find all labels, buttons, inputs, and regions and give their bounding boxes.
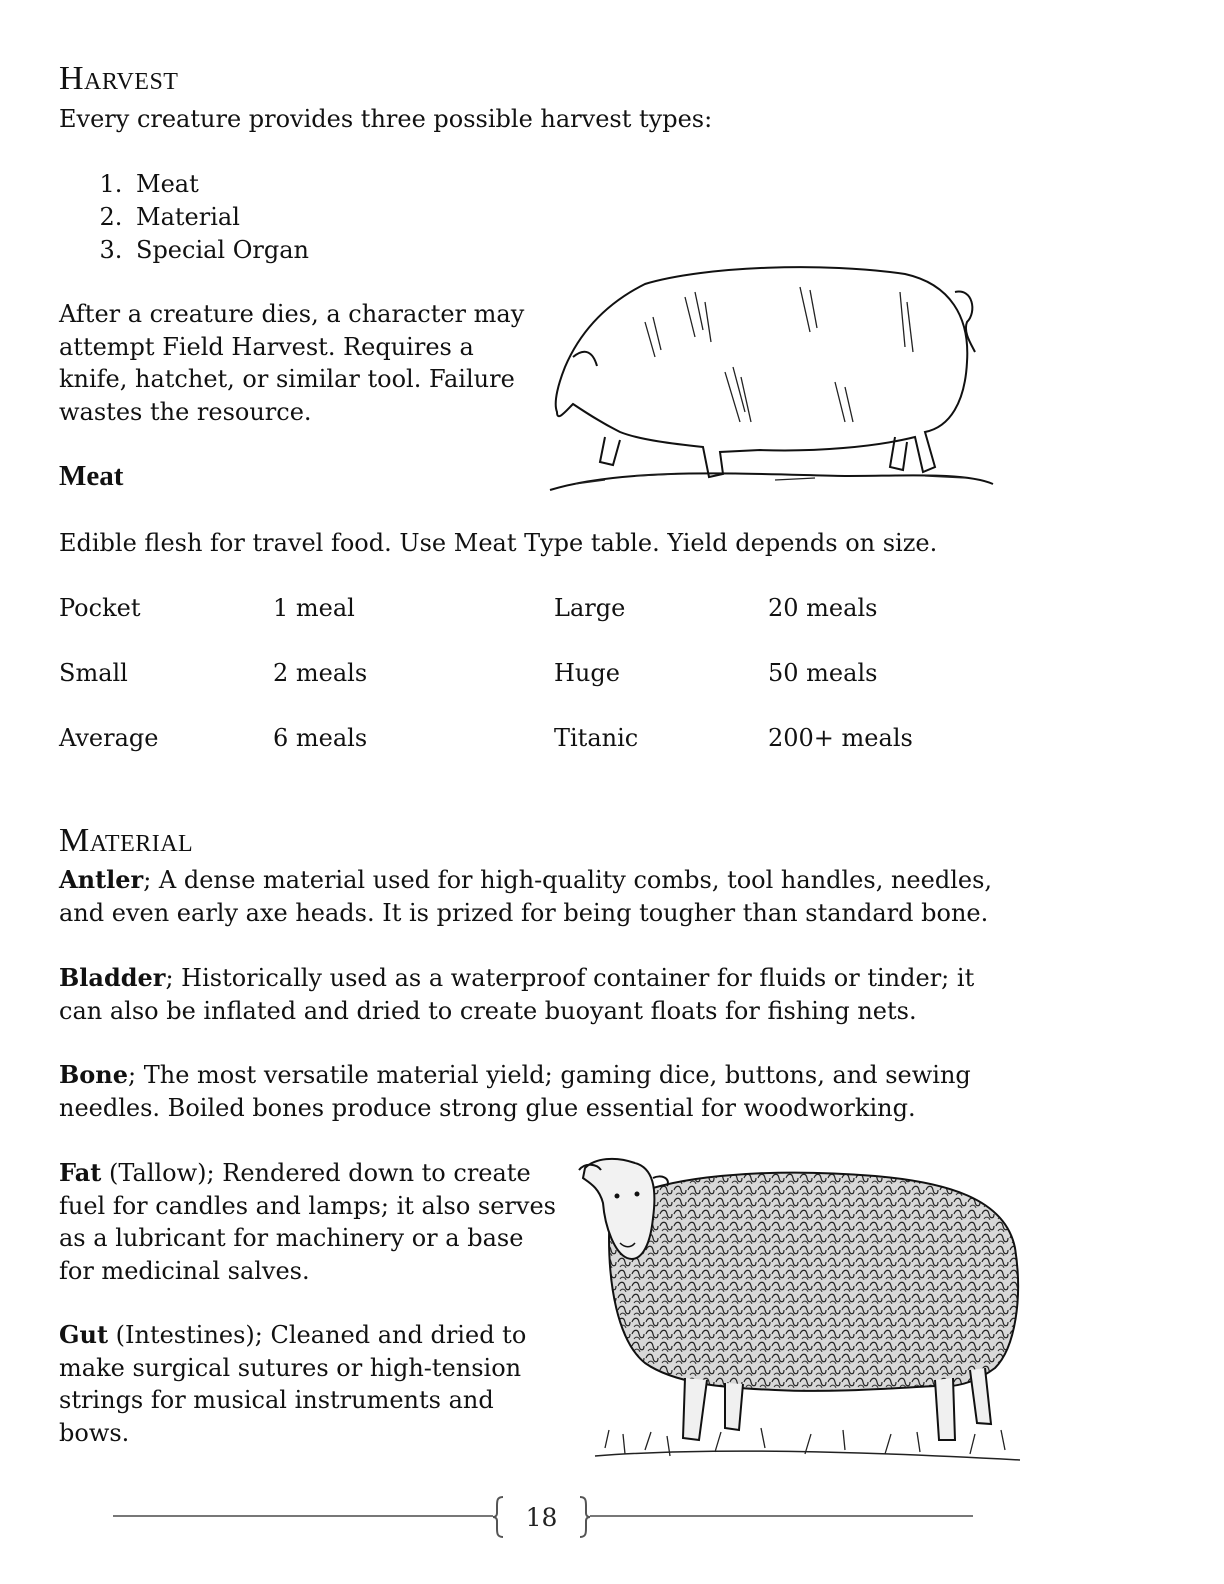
- list-item: 1. Meat: [130, 168, 309, 201]
- entry-name: Antler: [59, 865, 144, 894]
- entry-name: Bladder: [59, 963, 166, 992]
- harvest-heading: Harvest: [59, 60, 179, 97]
- size-cell: Pocket: [59, 594, 141, 622]
- entry-name: Gut: [59, 1320, 109, 1349]
- entry-text: ; The most versatile material yield; gaming dice, buttons, and sewing needles. Boiled bones produce strong glue essential for woodworking.: [59, 1061, 971, 1122]
- sheep-illustration: [575, 1148, 1025, 1470]
- meat-description: Edible flesh for travel food. Use Meat Type table. Yield depends on size.: [59, 529, 938, 557]
- left-brace-icon: [493, 1496, 505, 1538]
- size-cell: Small: [59, 659, 128, 687]
- size-cell: Average: [59, 724, 159, 752]
- entry-text: ; Rendered down to create fuel for candles and lamps; it also serves as a lubricant for machinery or a base for medicinal salves.: [59, 1159, 556, 1285]
- size-cell: Titanic: [554, 724, 639, 752]
- table-row: [59, 592, 948, 657]
- meat-yield-table: [59, 592, 948, 787]
- footer-rule-left: [113, 1515, 493, 1517]
- right-brace-icon: [578, 1496, 590, 1538]
- material-entry-antler: [59, 864, 1019, 929]
- material-entry-gut: [59, 1319, 565, 1449]
- entry-text: ; Cleaned and dried to make surgical sutures or high-tension strings for musical instruments and bows.: [59, 1321, 527, 1447]
- entry-text: ; Historically used as a waterproof container for fluids or tinder; it can also be inflated and dried to create buoyant floats for fishing nets.: [59, 964, 975, 1025]
- meals-cell: 20 meals: [768, 594, 878, 622]
- page-number-frame: [493, 1496, 590, 1538]
- size-cell: Huge: [554, 659, 620, 687]
- meals-cell: 200+ meals: [768, 724, 913, 752]
- entry-name: Bone: [59, 1060, 129, 1089]
- meals-cell: 6 meals: [273, 724, 368, 752]
- meals-cell: 2 meals: [273, 659, 368, 687]
- meat-heading: Meat: [59, 460, 124, 492]
- footer-rule-right: [590, 1515, 973, 1517]
- material-heading: Material: [59, 822, 194, 859]
- entry-name: Fat: [59, 1158, 102, 1187]
- field-harvest-text: After a creature dies, a character may attempt Field Harvest. Requires a knife, hatchet, or similar tool. Failure wastes the resource.: [59, 300, 525, 426]
- table-row: [59, 722, 948, 787]
- harvest-intro: Every creature provides three possible harvest types:: [59, 105, 713, 133]
- pig-illustration: [545, 262, 995, 502]
- entry-qualifier: (Intestines): [108, 1321, 255, 1349]
- meals-cell: 50 meals: [768, 659, 878, 687]
- page-number: 18: [525, 1502, 558, 1532]
- material-entry-bladder: [59, 962, 1019, 1027]
- list-item: 3. Special Organ: [130, 234, 309, 267]
- harvest-types-list: [59, 168, 309, 267]
- entry-text: ; A dense material used for high-quality combs, tool handles, needles, and even early axe heads. It is prized for being tougher than standard bone.: [59, 866, 993, 927]
- entry-qualifier: (Tallow): [101, 1159, 207, 1187]
- size-cell: Large: [554, 594, 626, 622]
- material-entry-fat: [59, 1157, 557, 1287]
- list-item: 2. Material: [130, 201, 309, 234]
- material-entry-bone: [59, 1059, 999, 1124]
- table-row: [59, 657, 948, 722]
- meals-cell: 1 meal: [273, 594, 355, 622]
